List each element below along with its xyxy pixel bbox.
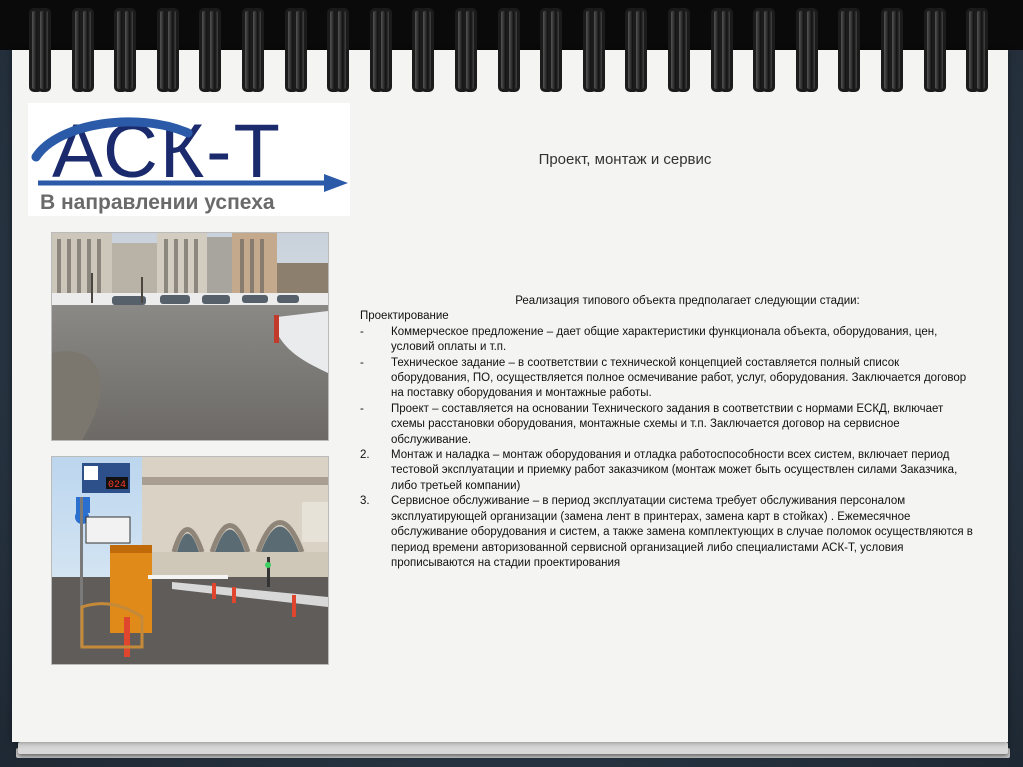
binding-ring <box>750 8 772 88</box>
binding-ring <box>409 8 431 88</box>
binding-ring <box>622 8 644 88</box>
list-item <box>360 448 975 494</box>
binding-ring <box>26 8 48 88</box>
binding-ring <box>708 8 730 88</box>
binding-ring <box>111 8 133 88</box>
list-item-marker: - <box>360 402 364 415</box>
list-item-text: Коммерческое предложение – дает общие характеристики функционала объекта, оборудования, цен, условий оплаты и т.п. <box>391 325 938 354</box>
street-photo-image <box>52 233 328 440</box>
list-item <box>360 325 975 356</box>
slide-title: Проект, монтаж и сервис <box>538 151 712 168</box>
list-item-marker: 2. <box>360 449 370 462</box>
binding-ring <box>793 8 815 88</box>
list-item-marker: 3. <box>360 495 370 508</box>
parking-photo-image <box>52 457 328 664</box>
list-item <box>360 356 975 402</box>
logo-tagline: В направлении успеха <box>40 191 275 214</box>
stages-list <box>360 325 975 572</box>
list-item-text: Сервисное обслуживание – в период эксплуатации система требует обслуживания персоналом эксплуатирующей организации (замена лент в принтерах, замена карт в стойках) . Ежемесячное обслуживание оборудования и систем, а также замена комплектующих в случае поломок осуществляются в период времени авторизованной сервисной организацией либо специалистами АСК-Т, условия прописываются на стадии проектирования <box>391 495 973 569</box>
binding-ring <box>367 8 389 88</box>
binding-ring <box>835 8 857 88</box>
binding-ring <box>196 8 218 88</box>
binding-ring <box>154 8 176 88</box>
binding-ring <box>580 8 602 88</box>
street-photo <box>51 232 329 441</box>
binding-ring <box>324 8 346 88</box>
intro-line: Реализация типового объекта предполагает следующии стадии: <box>515 295 860 307</box>
list-item-text: Монтаж и наладка – монтаж оборудования и отладка работоспособности всех систем, включает период тестовой эксплуатации и приемку работ заказчиком (монтаж может быть осуществлен силами Заказчика, либо третьей компании) <box>391 449 958 492</box>
list-item-marker: - <box>360 325 364 338</box>
binding-ring <box>495 8 517 88</box>
binding-ring <box>282 8 304 88</box>
list-item-marker: - <box>360 356 364 369</box>
logo-arrow-head <box>324 174 348 192</box>
binding-ring <box>878 8 900 88</box>
list-item-text: Проект – составляется на основании Технического задания в соответствии с нормами ЕСКД, включает схемы расстановки оборудования, монтажные схемы и т.п. Заключается договор на сервисное обслуживание. <box>391 402 944 446</box>
list-item <box>360 494 975 571</box>
parking-sign-display: 024 <box>108 480 127 491</box>
binding-ring <box>963 8 985 88</box>
logo-brand-text: АСК-Т <box>52 109 282 194</box>
binding-ring <box>921 8 943 88</box>
list-item <box>360 402 975 448</box>
list-item-text: Техническое задание – в соответствии с технической концепцией составляется полный список оборудования, ПО, осуществляется полное осмечивание работ, услуг, оборудования. Заключается договор на поставку оборудования и монтажные работы. <box>391 356 967 400</box>
logo-graphic <box>28 103 350 216</box>
binding-ring <box>537 8 559 88</box>
company-logo <box>28 103 350 216</box>
section-heading: Проектирование <box>360 310 449 323</box>
binding-ring <box>69 8 91 88</box>
stages-text-block <box>360 294 975 571</box>
binding-ring <box>452 8 474 88</box>
page-stack-edge <box>18 742 1008 754</box>
spiral-binding <box>0 0 1023 90</box>
parking-photo <box>51 456 329 665</box>
binding-ring <box>665 8 687 88</box>
binding-ring <box>239 8 261 88</box>
